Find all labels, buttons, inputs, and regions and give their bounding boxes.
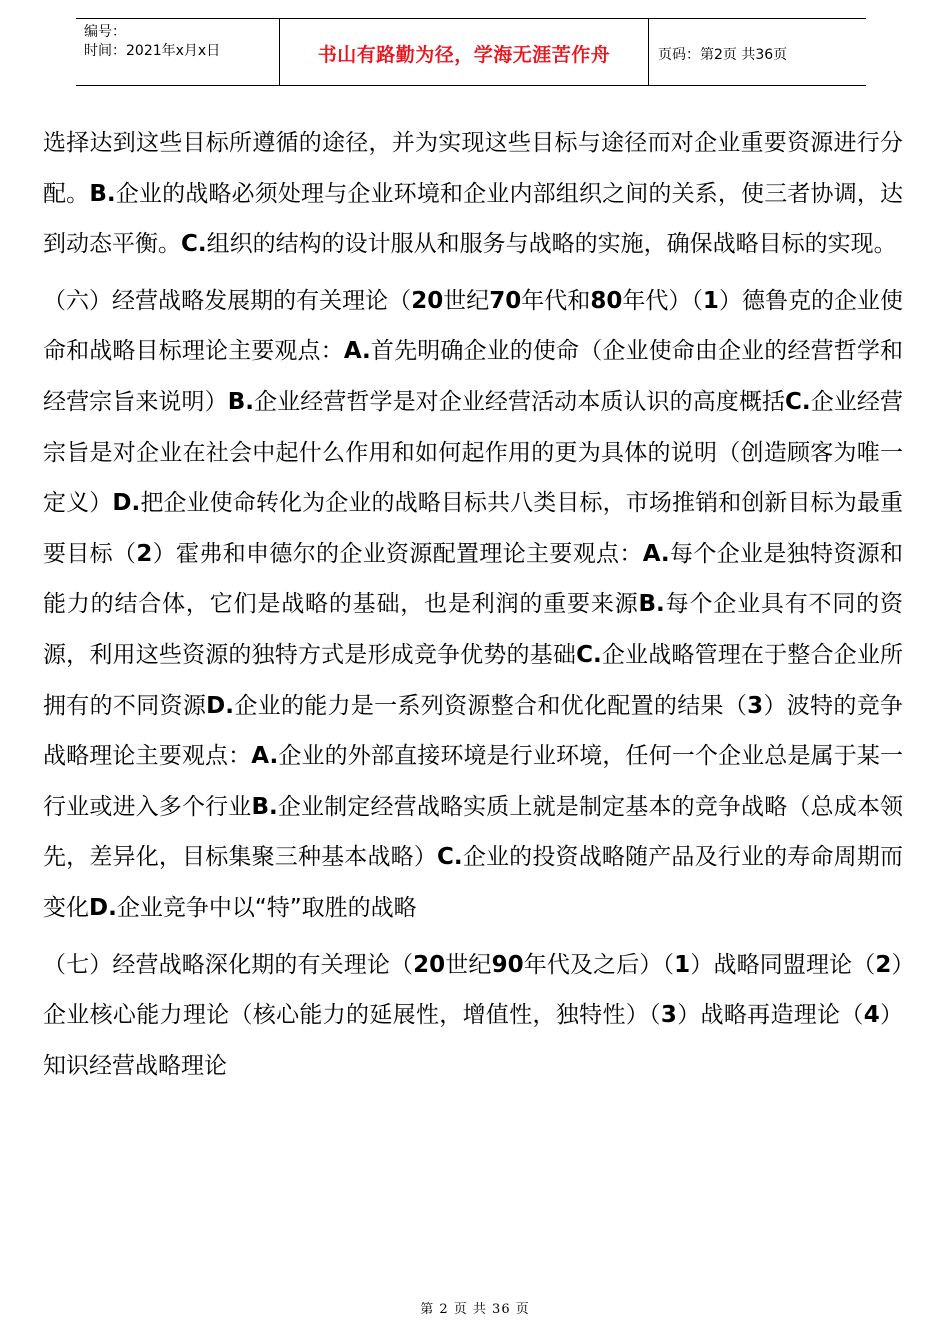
- body-paragraph: （六）经营战略发展期的有关理论（20世纪70年代和80年代）（1）德鲁克的企业使命和战略目标理论主要观点：A.首先明确企业的使命（企业使命由企业的经营哲学和经营宗旨来说明）B.企业经营哲学是对企业经营活动本质认识的高度概括C.企业经营宗旨是对企业在社会中起什么作用和如何起作用的更为具体的说明（创造顾客为唯一定义）D.把企业使命转化为企业的战略目标共八类目标，市场推销和创新目标为最重要目标（2）霍弗和申德尔的企业资源配置理论主要观点：A.每个企业是独特资源和能力的结合体，它们是战略的基础，也是利润的重要来源B.每个企业具有不同的资源，利用这些资源的独特方式是形成竞争优势的基础C.企业战略管理在于整合企业所拥有的不同资源D.企业的能力是一系列资源整合和优化配置的结果（3）波特的竞争战略理论主要观点：A.企业的外部直接环境是行业环境，任何一个企业总是属于某一行业或进入多个行业B.企业制定经营战略实质上就是制定基本的竞争战略（总成本领先，差异化，目标集聚三种基本战略）C.企业的投资战略随产品及行业的寿命周期而变化D.企业竞争中以“特”取胜的战略: [43, 287, 904, 921]
- body-paragraph: 选择达到这些目标所遵循的途径，并为实现这些目标与途径而对企业重要资源进行分配。B.企业的战略必须处理与企业环境和企业内部组织之间的关系，使三者协调，达到动态平衡。C.组织的结构的设计服从和服务与战略的实施，确保战略目标的实现。: [43, 130, 904, 258]
- header-bottom-rule: [76, 85, 866, 86]
- document-body: [43, 118, 903, 1091]
- header-time-label: 时间：2021年x月x日: [84, 43, 221, 59]
- header-divider: [648, 18, 649, 86]
- header-top-rule: [76, 18, 866, 19]
- header-number-label: 编号：: [84, 24, 126, 40]
- body-paragraph: （七）经营战略深化期的有关理论（20世纪90年代及之后）（1）战略同盟理论（2）企业核心能力理论（核心能力的延展性，增值性，独特性）（3）战略再造理论（4）知识经营战略理论: [43, 951, 904, 1079]
- header-meta: [84, 23, 220, 61]
- page-footer: 第 2 页 共 36 页: [420, 1302, 530, 1317]
- header-motto: 书山有路勤为径，学海无涯苦作舟: [317, 44, 611, 66]
- page-header: [76, 18, 866, 86]
- header-page-info: 页码：第2页 共36页: [658, 47, 788, 63]
